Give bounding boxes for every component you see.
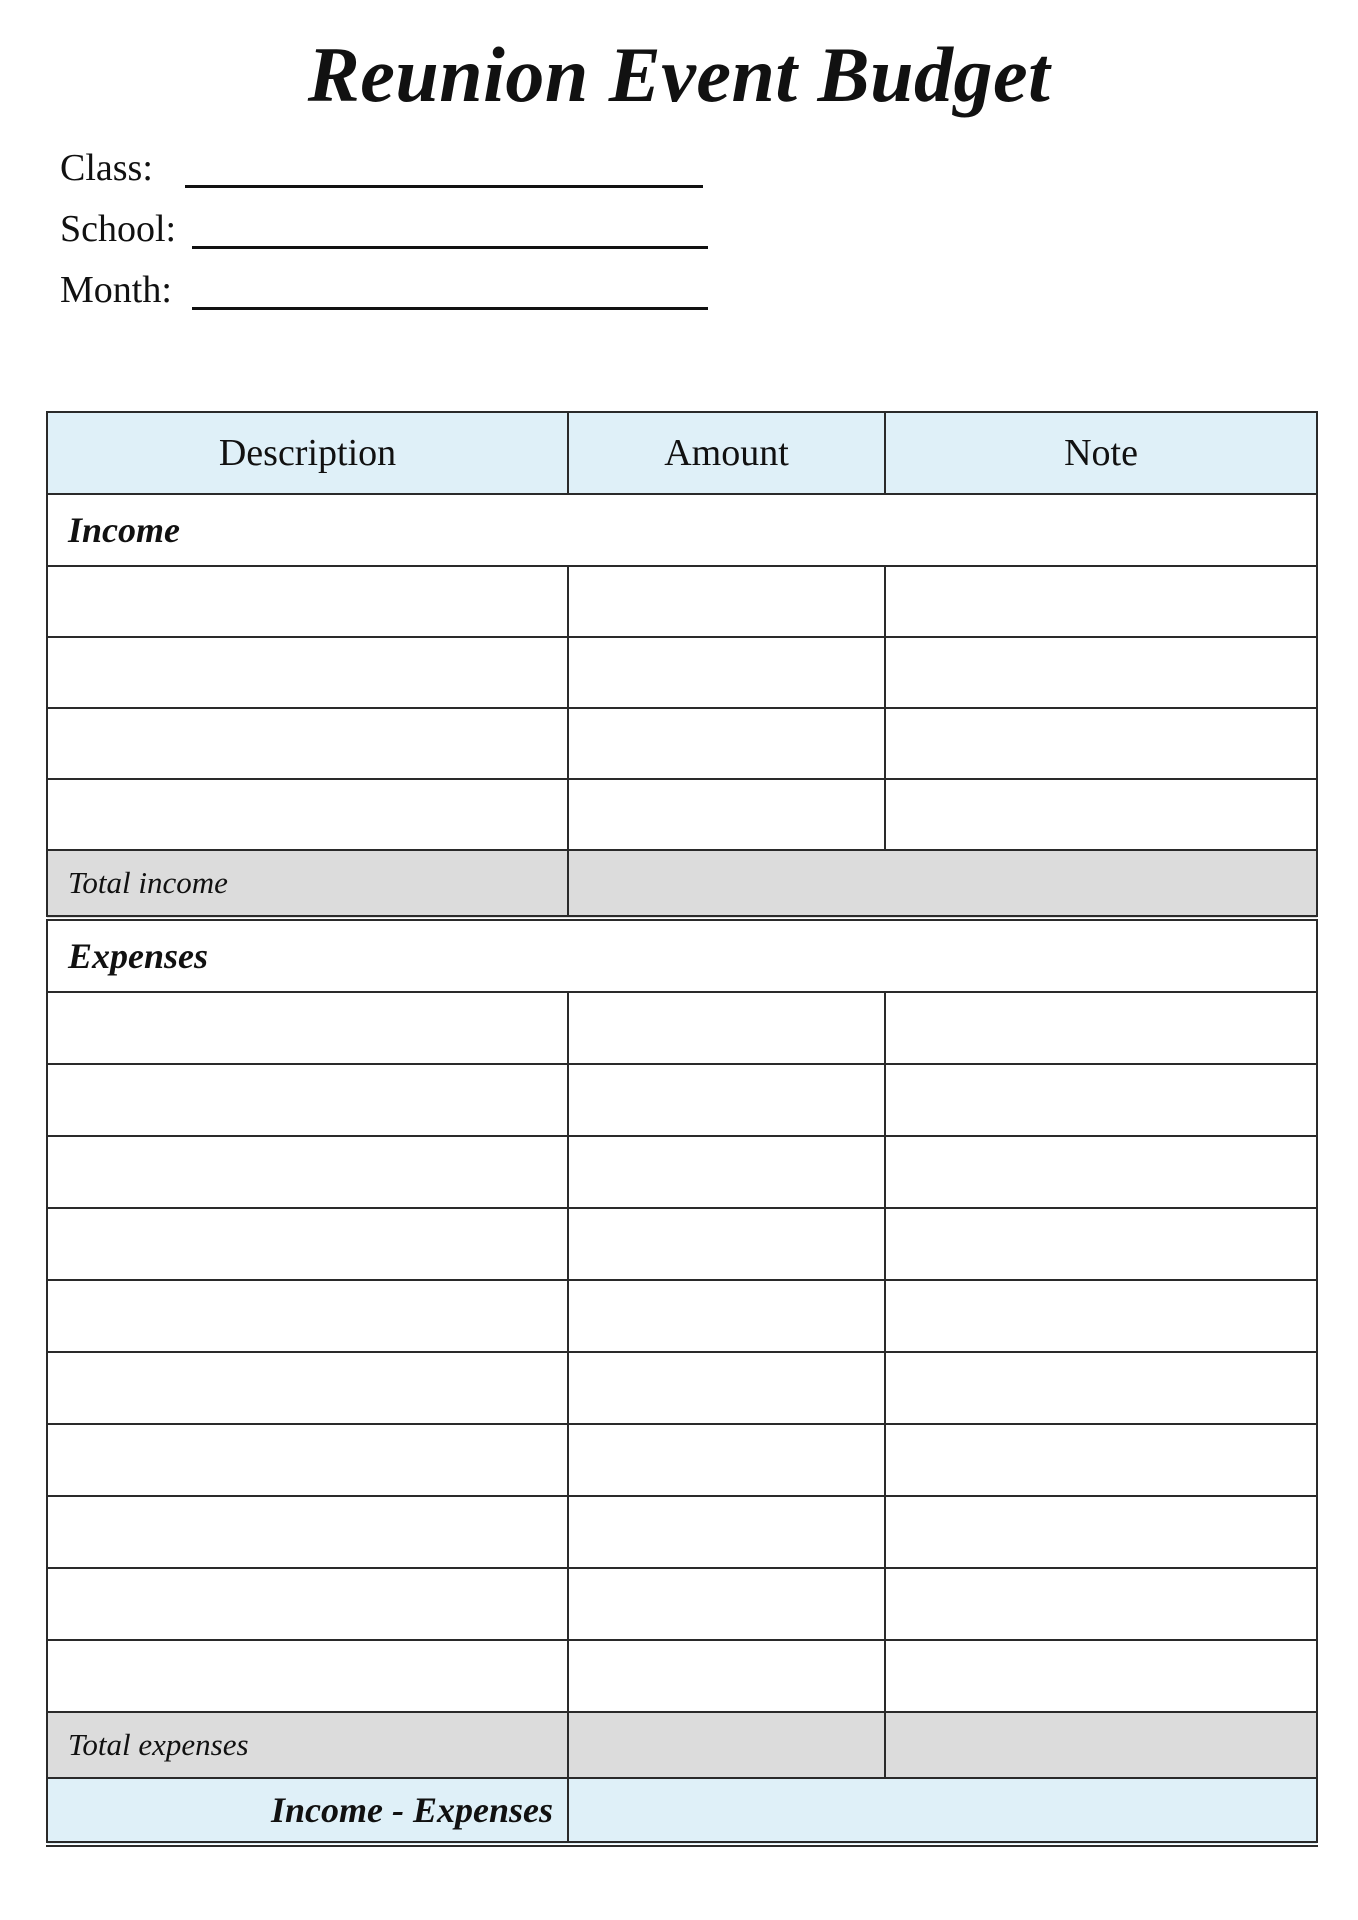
amount-cell[interactable] [568,637,885,708]
table-header-row [47,412,1317,494]
expense-row [47,992,1317,1064]
page-title: Reunion Event Budget [307,31,1051,118]
description-cell[interactable] [47,566,568,637]
expense-row [47,1640,1317,1712]
amount-cell[interactable] [568,992,885,1064]
class-field [60,143,153,193]
description-cell[interactable] [47,1136,568,1208]
total-income-row [47,850,1317,918]
description-cell[interactable] [47,992,568,1064]
note-cell[interactable] [885,1640,1317,1712]
note-cell[interactable] [885,637,1317,708]
header-description: Description [47,412,568,494]
amount-cell[interactable] [568,566,885,637]
description-cell[interactable] [47,1064,568,1136]
month-input-line[interactable] [192,307,708,310]
income-row [47,637,1317,708]
amount-cell[interactable] [568,1352,885,1424]
total-expenses-row [47,1712,1317,1778]
description-cell[interactable] [47,1352,568,1424]
description-cell[interactable] [47,637,568,708]
class-label: Class: [60,147,153,189]
description-cell[interactable] [47,1640,568,1712]
description-cell[interactable] [47,1208,568,1280]
expense-row [47,1208,1317,1280]
expense-row [47,1496,1317,1568]
school-label: School: [60,208,177,250]
header-note: Note [885,412,1317,494]
total-expenses-label: Total expenses [47,1712,568,1778]
expense-row [47,1136,1317,1208]
description-cell[interactable] [47,1280,568,1352]
total-expenses-note-cell[interactable] [885,1712,1317,1778]
amount-cell[interactable] [568,1568,885,1640]
amount-cell[interactable] [568,1424,885,1496]
description-cell[interactable] [47,779,568,850]
note-cell[interactable] [885,1136,1317,1208]
note-cell[interactable] [885,1424,1317,1496]
description-cell[interactable] [47,1496,568,1568]
amount-cell[interactable] [568,1280,885,1352]
expense-row [47,1424,1317,1496]
income-row [47,779,1317,850]
net-label: Income - Expenses [47,1778,568,1844]
note-cell[interactable] [885,566,1317,637]
income-section-row [47,494,1317,566]
net-value-cell[interactable] [568,1778,1317,1844]
amount-cell[interactable] [568,1064,885,1136]
description-cell[interactable] [47,708,568,779]
note-cell[interactable] [885,1568,1317,1640]
income-row [47,566,1317,637]
income-section-label: Income [47,494,1317,566]
total-income-value-cell[interactable] [568,850,1317,918]
note-cell[interactable] [885,1064,1317,1136]
note-cell[interactable] [885,1352,1317,1424]
budget-table [46,411,1318,1847]
expenses-section-label: Expenses [47,918,1317,992]
note-cell[interactable] [885,779,1317,850]
amount-cell[interactable] [568,779,885,850]
description-cell[interactable] [47,1568,568,1640]
net-row [47,1778,1317,1844]
expense-row [47,1280,1317,1352]
description-cell[interactable] [47,1424,568,1496]
amount-cell[interactable] [568,1496,885,1568]
total-income-label: Total income [47,850,568,918]
expenses-section-row [47,918,1317,992]
amount-cell[interactable] [568,1136,885,1208]
note-cell[interactable] [885,708,1317,779]
class-input-line[interactable] [185,185,703,188]
note-cell[interactable] [885,1496,1317,1568]
month-label: Month: [60,269,172,311]
amount-cell[interactable] [568,1208,885,1280]
header-amount: Amount [568,412,885,494]
note-cell[interactable] [885,1208,1317,1280]
school-field [60,204,176,254]
expense-row [47,1568,1317,1640]
school-input-line[interactable] [192,246,708,249]
total-expenses-amount-cell[interactable] [568,1712,885,1778]
month-field [60,265,172,315]
income-row [47,708,1317,779]
expense-row [47,1352,1317,1424]
note-cell[interactable] [885,1280,1317,1352]
amount-cell[interactable] [568,1640,885,1712]
expense-row [47,1064,1317,1136]
note-cell[interactable] [885,992,1317,1064]
amount-cell[interactable] [568,708,885,779]
